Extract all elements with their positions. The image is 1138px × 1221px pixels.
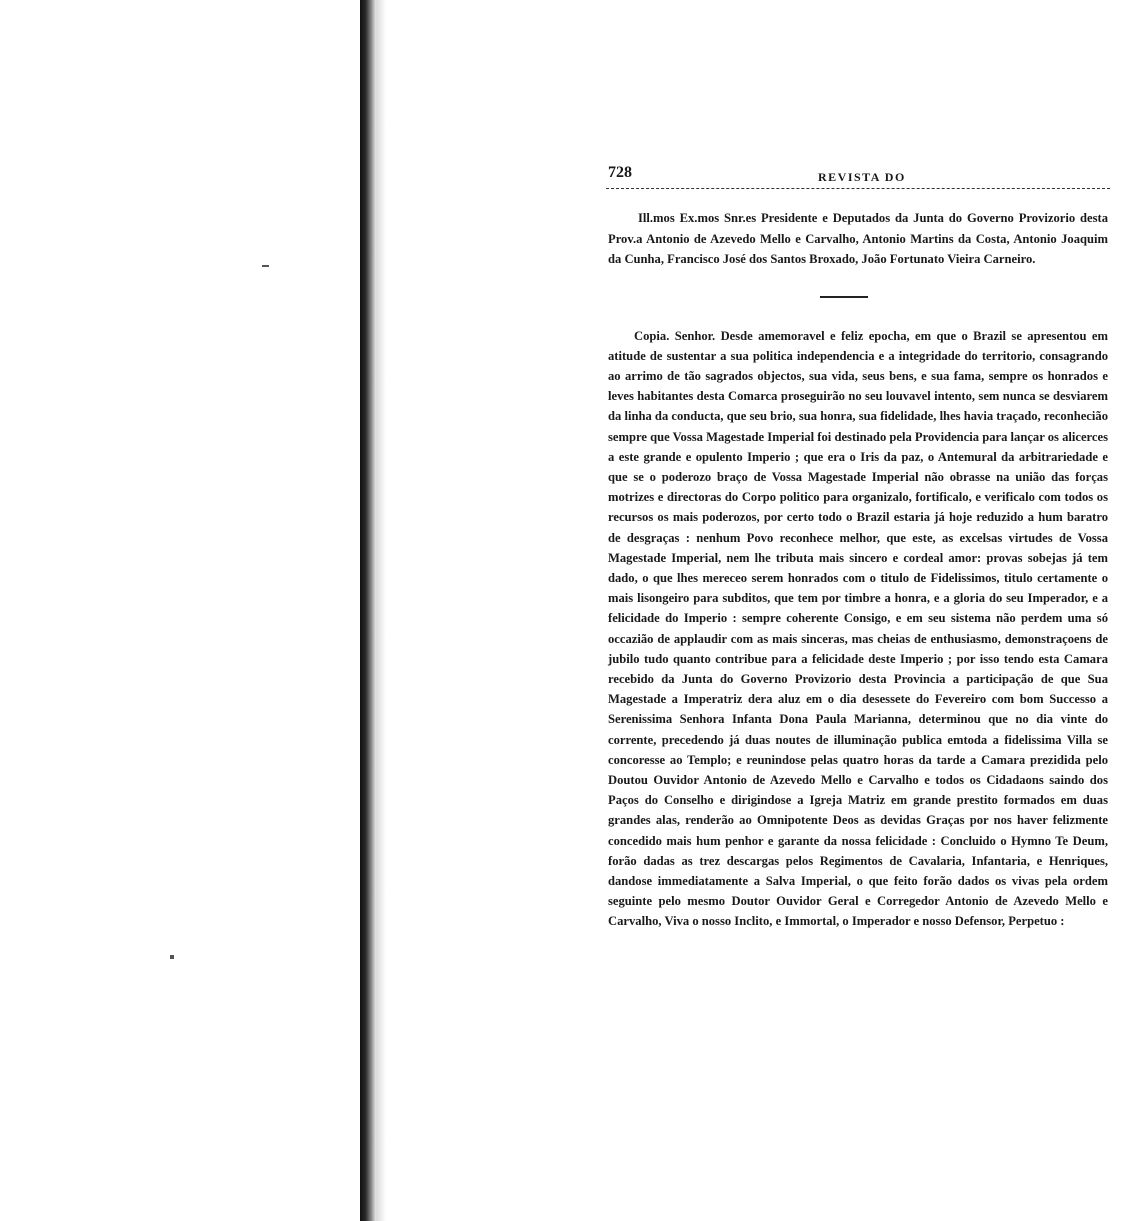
paper-speck bbox=[170, 955, 174, 959]
signatories-paragraph: Ill.mos Ex.mos Snr.es Presidente e Deputados da Junta do Governo Provizorio desta Prov.a Antonio de Azevedo Mello e Carvalho, Antonio Martins da Costa, Antonio Joaquim da Cunha, Francisco José dos Santos Broxado, João Fortunato Vieira Carneiro. bbox=[608, 211, 1108, 266]
book-gutter bbox=[360, 0, 376, 1221]
page-number: 728 bbox=[608, 164, 632, 181]
body-paragraph: Copia. Senhor. Desde amemoravel e feliz epocha, em que o Brazil se apresentou em atitude de sustentar a sua politica independencia e a integridade do territorio, consagrando ao arrimo de tão sagrados objectos, sua vida, seus bens, e sua fama, sempre os honrados e leves habitantes desta Comarca proseguirão no seu louvavel intento, sem nunca se desviarem da linha da conducta, que seu brio, sua honra, sua fidelidade, lhes havia traçado, reconhecião sempre que Vossa Magestade Imperial foi destinado pela Providencia para lançar os alicerces a este grande e opulento Imperio ; que era o Iris da paz, o Antemural da arbitrariedade e que se o poderozo braço de Vossa Magestade Imperial não obrasse na união das forças motrizes e directoras do Corpo politico para organizalo, fortificalo, e verificalo com todos os recursos os mais poderozos, por certo todo o Brazil estaria já hoje reduzido a hum baratro de desgraças : nenhum Povo reconhece melhor, que este, as excelsas virtudes de Vossa Magestade Imperial, nem lhe tributa mais sincero e cordeal amor: provas sobejas já tem dado, o que lhes mereceo serem honrados com o titulo de Fidelissimos, titulo certamente o mais lisongeiro para subditos, que tem por timbre a honra, e a gloria do seu Imperador, e a felicidade do Imperio : sempre coherente Consigo, e em seu sistema não perdem uma só occazião de applaudir com as mais sinceras, mas cheias de enthusiasmo, demonstraçoens de jubilo tudo quanto contribue para a felicidade deste Imperio ; por isso tendo esta Camara recebido da Junta do Governo Provizorio desta Provincia a participação de que Sua Magestade a Imperatriz dera aluz em o dia desessete do Fevereiro com bom Successo a Serenissima Senhora Infanta Dona Paula Marianna, determinou que no dia vinte do corrente, precedendo já duas noutes de illuminação publica emtoda a fidelissima Villa se concoresse ao Templo; e reunindose pelas quatro horas da tarde a Camara prezidida pelo Doutou Ouvidor Antonio de Azevedo Mello e Carvalho e todos os Cidadaons saindo dos Paços do Conselho e dirigindose a Igreja Matriz em grande prestito formados em duas grandes alas, renderão ao Omnipotente Deos as devidas Graças por nos haver felizmente concedido mais hum penhor e garante da nossa felicidade : Concluido o Hymno Te Deum, forão dadas as trez descargas pelos Regimentos de Cavalaria, Infantaria, e Henriques, dandose immediatamente a Salva Imperial, o que feito forão dados os vivas pela ordem seguinte pelo mesmo Doutor Ouvidor Geral e Corregedor Antonio de Azevedo Mello e Carvalho, Viva o nosso Inclito, e Immortal, o Imperador e nosso Defensor, Perpetuo : bbox=[608, 328, 1108, 929]
page-header bbox=[608, 160, 1108, 186]
running-head: REVISTA DO bbox=[818, 170, 906, 184]
gutter-shadow bbox=[376, 0, 386, 1221]
book-page bbox=[608, 160, 1108, 944]
section-separator bbox=[820, 296, 868, 298]
header-rule bbox=[606, 188, 1110, 189]
paper-speck bbox=[262, 265, 269, 267]
